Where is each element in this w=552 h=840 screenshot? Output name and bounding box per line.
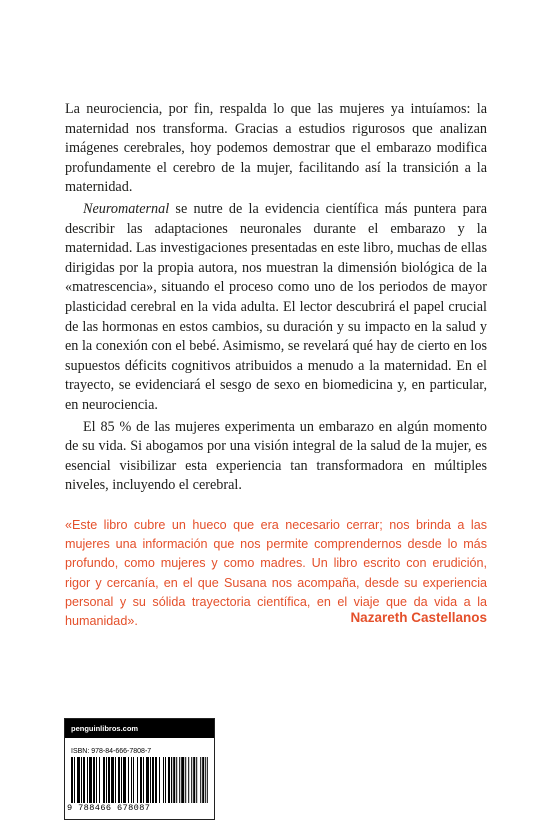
barcode-box (64, 718, 215, 820)
publisher-url: penguinlibros.com (65, 719, 214, 738)
barcode-image (71, 757, 208, 803)
book-title-italic: Neuromaternal (83, 200, 170, 217)
synopsis-paragraph-1: La neurociencia, por fin, respalda lo que las mujeres ya intuíamos: la maternidad nos transforma. Gracias a estudios rigurosos que analizan imágenes cerebrales, hoy podemos demostrar que el embarazo modifica profundamente el cerebro de la mujer, facilitando así la transición a la maternidad. (65, 101, 487, 196)
endorsement-author: Nazareth Castellanos (350, 610, 487, 625)
barcode-digits: 9 788466 678087 (67, 803, 151, 813)
synopsis-paragraph-2 (65, 200, 487, 416)
synopsis-paragraph-3: El 85 % de las mujeres experimenta un embarazo en algún momento de su vida. Si abogamos por una visión integral de la salud de la mujer, es esencial visibilizar esta experiencia tan transformadora en múltiples niveles, incluyendo el cerebral. (65, 418, 487, 494)
isbn-number: ISBN: 978-84-666-7808-7 (71, 748, 152, 755)
synopsis (65, 100, 487, 496)
synopsis-paragraph-2-text: se nutre de la evidencia científica más puntera para describir las adaptaciones neuronales durante el embarazo y la maternidad. Las investigaciones presentadas en este libro, muchas de ellas dirigidas por la propia autora, nos muestran la dimensión biológica de la «matrescencia», situando el proceso como uno de los periodos de mayor plasticidad cerebral en la vida adulta. El lector descubrirá el papel crucial de las hormonas en estos cambios, su duración y su impacto en la salud y en la conexión con el bebé. Asimismo, se revelará qué hay de cierto en los supuestos déficits cognitivos atribuidos a menudo a la maternidad. En el trayecto, se evidenciará el sesgo de sexo en biomedicina y, en particular, en neurociencia. (65, 200, 487, 413)
endorsement-quote: «Este libro cubre un hueco que era necesario cerrar; nos brinda a las mujeres una información que nos permite comprendernos desde lo más profundo, como mujeres y como madres. Un libro escrito con erudición, rigor y cercanía, en el que Susana nos acompaña, desde su experiencia personal y su sólida trayectoria científica, en el viaje que da vida a la humanidad». (65, 518, 487, 629)
